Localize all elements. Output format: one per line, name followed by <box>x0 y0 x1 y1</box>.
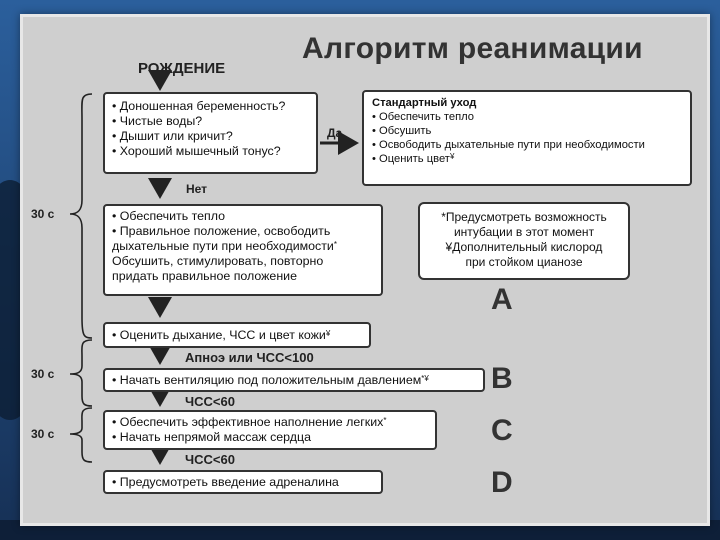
heart-rate-label-1: ЧСС<60 <box>185 394 235 409</box>
brace-2 <box>70 340 92 406</box>
footnote-line: *Предусмотреть возможность <box>441 210 607 224</box>
assessment-item: • Дышит или кричит? <box>112 129 309 144</box>
time-label-1: 30 с <box>31 207 55 221</box>
initial-steps-box <box>103 204 383 296</box>
apnea-label: Апноэ или ЧСС<100 <box>185 350 314 365</box>
adrenaline-text: Предусмотреть введение адреналина <box>119 475 339 489</box>
compression-item: • Начать непрямой массаж сердца <box>112 430 428 445</box>
routine-care-item-text: Оценить цвет <box>379 153 450 165</box>
brace-1 <box>70 94 92 338</box>
initial-steps-item: • Правильное положение, освободить <box>112 224 374 239</box>
routine-care-item: • Обеспечить тепло <box>372 110 682 124</box>
initial-steps-line: придать правильное положение <box>112 269 297 283</box>
routine-care-item <box>372 152 682 166</box>
footnote-mark: ¥ <box>325 329 331 338</box>
brace-3 <box>70 408 92 462</box>
no-label: Нет <box>186 182 208 196</box>
routine-care-heading: Стандартный уход <box>372 97 477 109</box>
footnotes-box <box>418 202 630 280</box>
routine-care-item: • Освободить дыхательные пути при необходимости <box>372 138 682 152</box>
routine-care-item: • Обсушить <box>372 124 682 138</box>
ventilation-box: • Начать вентиляцию под положительным давлением*¥ <box>103 368 485 392</box>
evaluate-text: Оценить дыхание, ЧСС и цвет кожи <box>119 328 326 342</box>
footnote-line: при стойком цианозе <box>465 255 583 269</box>
footnote-mark: * <box>333 240 337 249</box>
initial-steps-line: дыхательные пути при необходимости <box>112 239 334 253</box>
assessment-item: • Чистые воды? <box>112 114 309 129</box>
footnote-line: интубации в этот момент <box>453 225 595 239</box>
time-label-3: 30 с <box>31 427 55 441</box>
step-letter-b: B <box>491 362 513 395</box>
step-letter-a: A <box>491 283 513 316</box>
footnote-mark: *¥ <box>421 374 429 383</box>
step-letter-c: C <box>491 414 513 447</box>
start-label: РОЖДЕНИЕ <box>138 60 226 77</box>
initial-steps-item: • Обеспечить тепло <box>112 209 374 224</box>
routine-care-box <box>362 90 692 186</box>
yes-label: Да <box>327 126 343 140</box>
page-title: Алгоритм реанимации <box>302 32 643 65</box>
assessment-item: • Доношенная беременность? <box>112 99 309 114</box>
footnote-mark: ¥ <box>449 152 455 161</box>
initial-steps-line: Обсушить, стимулировать, повторно <box>112 254 324 268</box>
adrenaline-box: • Предусмотреть введение адреналина <box>103 470 383 494</box>
compression-item: Обеспечить эффективное наполнение легких <box>119 415 384 429</box>
step-letter-d: D <box>491 466 513 499</box>
footnote-line: ¥Дополнительный кислород <box>445 240 603 254</box>
heart-rate-label-2: ЧСС<60 <box>185 452 235 467</box>
ventilation-text: Начать вентиляцию под положительным давлением <box>119 373 422 387</box>
assessment-box <box>103 92 318 174</box>
evaluate-box: • Оценить дыхание, ЧСС и цвет кожи¥ <box>103 322 371 348</box>
time-label-2: 30 с <box>31 367 55 381</box>
compression-box <box>103 410 437 450</box>
footnote-mark: * <box>383 416 387 425</box>
assessment-item: • Хороший мышечный тонус? <box>112 144 309 159</box>
